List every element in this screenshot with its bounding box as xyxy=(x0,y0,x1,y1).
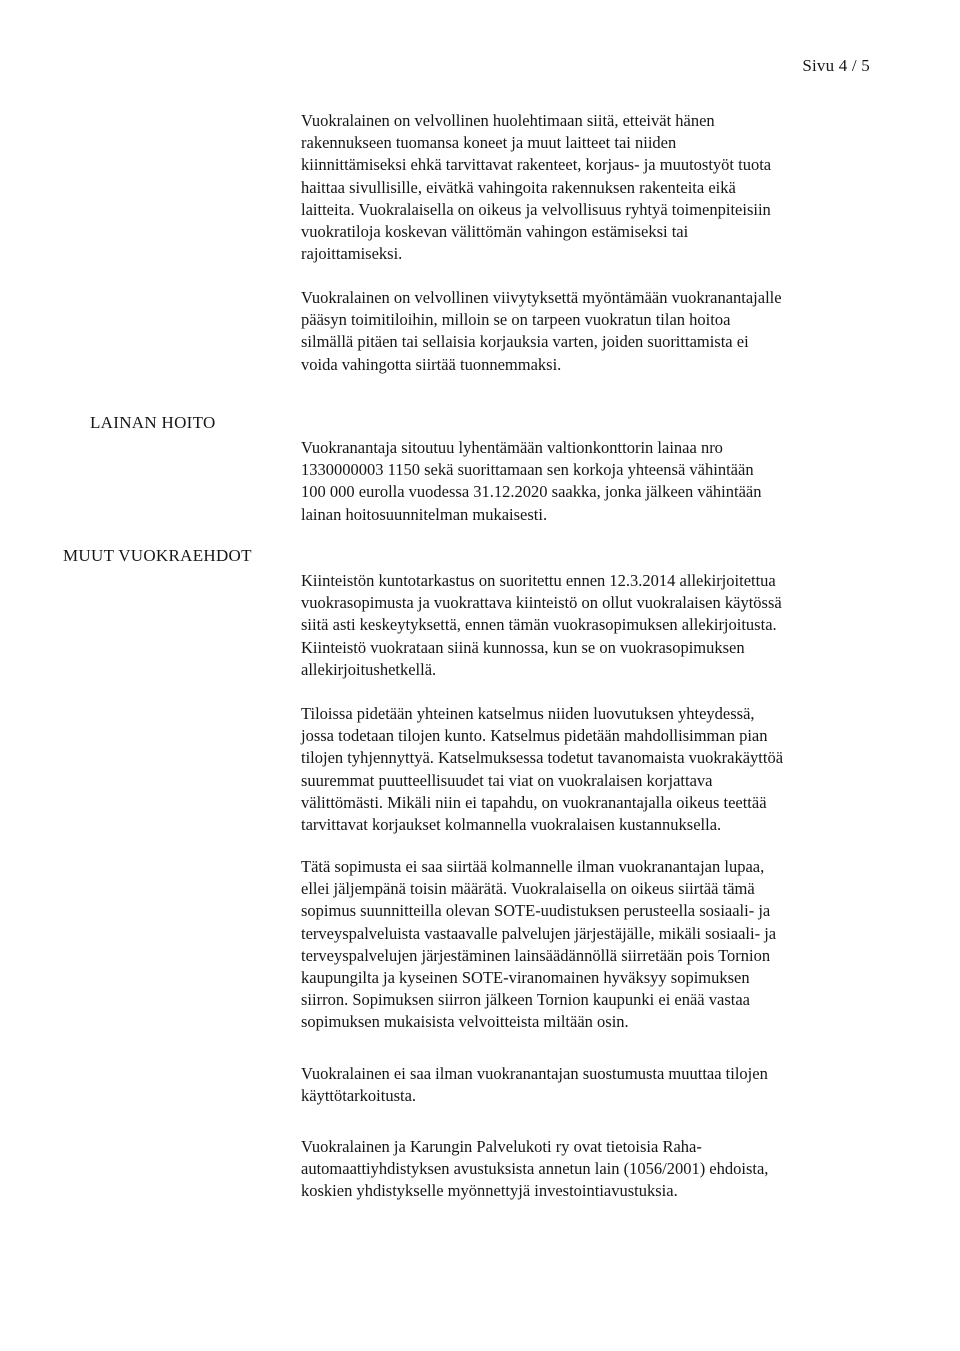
other-paragraph-1 xyxy=(301,570,876,681)
other-text-4: Vuokralainen ei saa ilman vuokranantajan suostumusta muuttaa tilojen käyttötarkoitusta. xyxy=(301,1064,768,1106)
page-number: Sivu 4 / 5 xyxy=(802,56,870,75)
loan-text: Vuokranantaja sitoutuu lyhentämään valtionkonttorin lainaa nro 1330000003 1150 sekä suorittamaan sen korkoja yhteensä vähintään 100 000 eurolla vuodessa 31.12.2020 saakka, jonka jälkeen vähintään lainan hoitosuunnitelman mukaisesti. xyxy=(301,438,762,524)
other-text-1: Kiinteistön kuntotarkastus on suoritettu ennen 12.3.2014 allekirjoitettua vuokrasopimusta ja vuokrattava kiinteistö on ollut vuokralaisen käytössä siitä asti keskeytyksettä, ennen tämän vuokrasopimuksen allekirjoitusta. Kiinteistö vuokrataan siinä kunnossa, kun se on vuokrasopimuksen allekirjoitushetkellä. xyxy=(301,571,782,679)
other-paragraph-4 xyxy=(301,1063,876,1107)
upkeep-text-1: Vuokralainen on velvollinen huolehtimaan siitä, etteivät hänen rakennukseen tuomansa koneet ja muut laitteet tai niiden kiinnittämiseksi ehkä tarvittavat rakenteet, korjaus- ja muutostyöt tuota haittaa sivullisille, eivätkä vahingoita rakennuksen rakenteita eikä laitteita. Vuokralaisella on oikeus ja velvollisuus ryhtyä toimenpiteisiin vuokratiloja koskevan välittömän vahingon estämiseksi tai rajoittamiseksi. xyxy=(301,111,772,264)
other-text-3: Tätä sopimusta ei saa siirtää kolmannelle ilman vuokranantajan lupaa, ellei jäljempänä toisin määrätä. Vuokralaisella on oikeus siirtää tämä sopimus suunnitteilla olevan SOTE-uudistuksen perusteella sosiaali- ja terveyspalveluista vastaavalle palvelujen järjestäjälle, mikäli sosiaali- ja terveyspalvelujen järjestäminen lainsäädännöllä siirretään pois Tornion kaupungilta ja kyseinen SOTE-viranomainen hyväksyy sopimuksen siirron. Sopimuksen siirron jälkeen Tornion kaupunki ei enää vastaa sopimuksen mukaisista velvoitteista miltään osin. xyxy=(301,857,777,1032)
upkeep-paragraph-1 xyxy=(301,110,876,265)
other-text-2: Tiloissa pidetään yhteinen katselmus niiden luovutuksen yhteydessä, jossa todetaan tilojen kunto. Katselmus pidetään mahdollisimman pian tilojen tyhjennyttyä. Katselmuksessa todetut tavanomaista vuokrakäyttöä suuremmat puutteellisuudet tai viat on vuokralaisen korjattava välittömästi. Mikäli niin ei tapahdu, on vuokranantajalla oikeus teettää tarvittavat korjaukset kolmannella vuokralaisen kustannuksella. xyxy=(301,704,784,835)
other-paragraph-5 xyxy=(301,1136,876,1203)
loan-heading: LAINAN HOITO xyxy=(90,413,216,432)
other-paragraph-2 xyxy=(301,703,876,836)
loan-paragraph xyxy=(301,437,876,526)
other-terms-heading: MUUT VUOKRAEHDOT xyxy=(63,546,252,565)
other-paragraph-3 xyxy=(301,856,876,1034)
upkeep-paragraph-2 xyxy=(301,287,876,376)
upkeep-text-2: Vuokralainen on velvollinen viivytyksettä myöntämään vuokranantajalle pääsyn toimitiloihin, milloin se on tarpeen vuokratun tilan hoitoa silmällä pitäen tai sellaisia korjauksia varten, joiden suorittamista ei voida vahingotta siirtää tuonnemmaksi. xyxy=(301,288,782,374)
other-text-5: Vuokralainen ja Karungin Palvelukoti ry ovat tietoisia Raha- automaattiyhdistyksen avustuksista annetun lain (1056/2001) ehdoista, koskien yhdistykselle myönnettyjä investointiavustuksia. xyxy=(301,1137,769,1201)
